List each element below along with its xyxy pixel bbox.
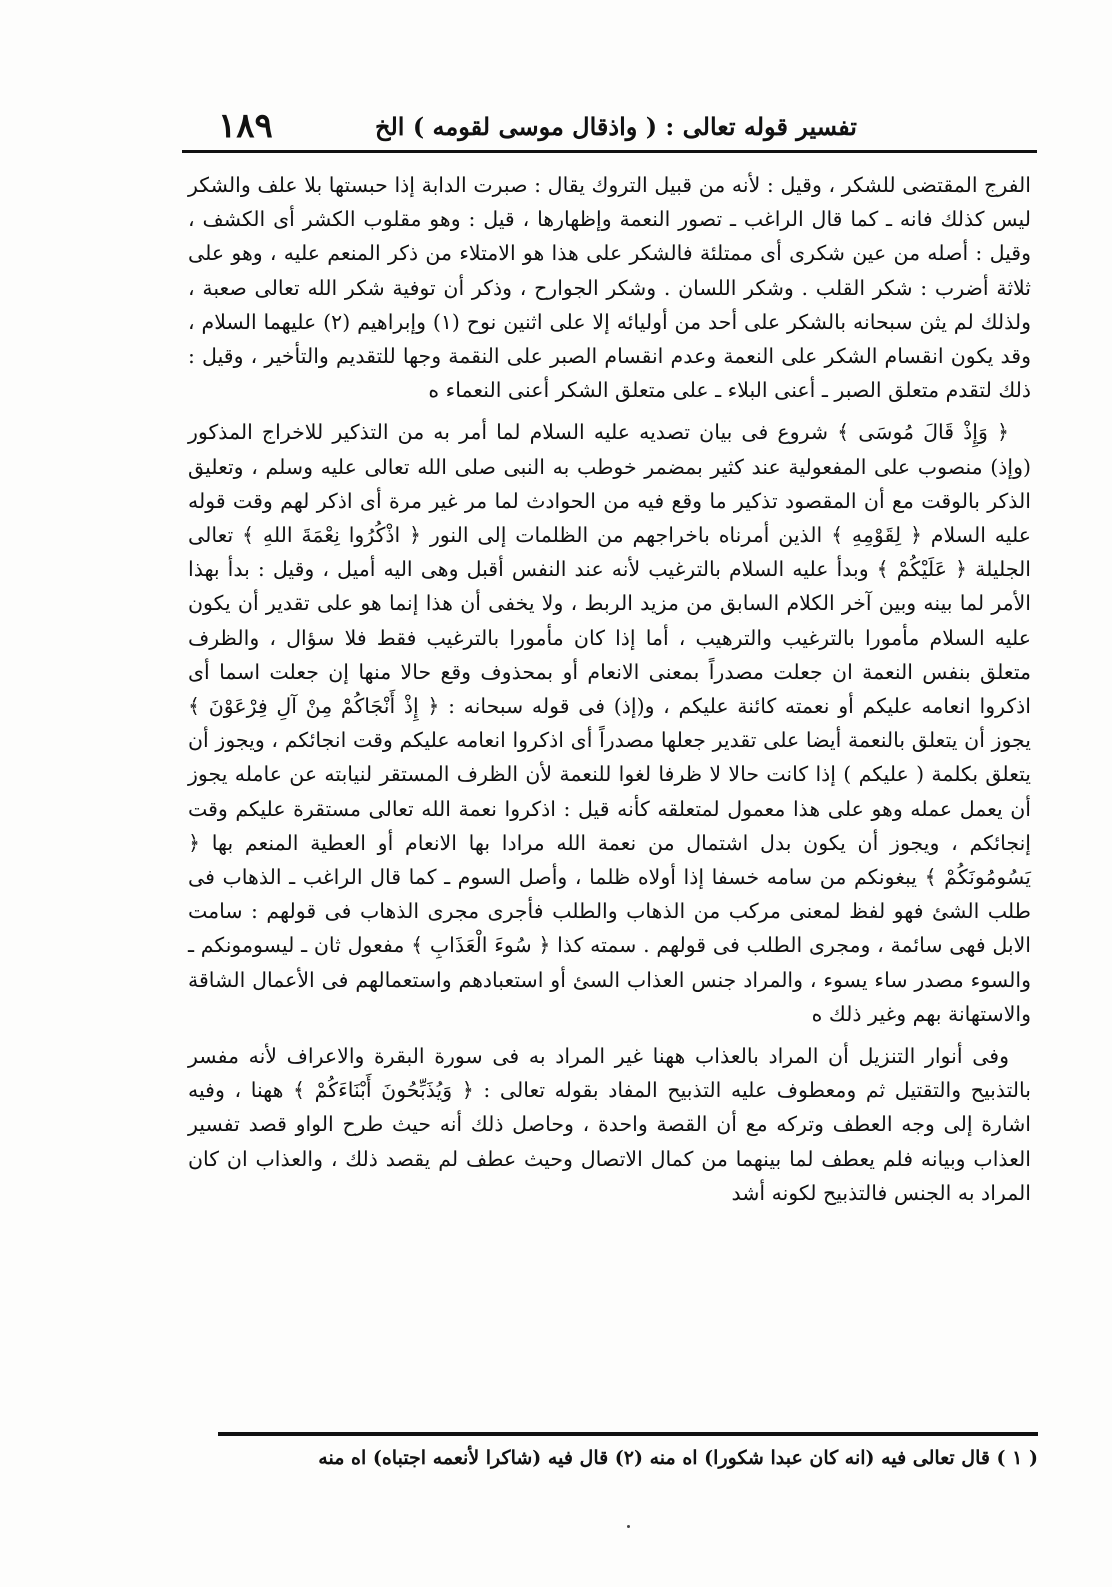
paragraph: الفرج المقتضى للشكر ، وقيل : لأنه من قبيل التروك يقال : صبرت الدابة إذا حبستها بلا علف والشكر ليس كذلك فانه ـ كما قال الراغب ـ تصور النعمة وإظهارها ، قيل : وهو مقلوب الكشر أى الكشف ، وقيل : أصله من عين شكرى أى ممتلئة فالشكر على هذا هو الامتلاء من ذكر المنعم عليه ، وهو على ثلاثة أضرب : شكر القلب . وشكر اللسان . وشكر الجوارح ، وذكر أن توفية شكر الله تعالى صعبة ، ولذلك لم يثن سبحانه بالشكر على أحد من أوليائه إلا على اثنين نوح (١) وإبراهيم (٢) عليهما السلام ، وقد يكون انقسام الشكر على النعمة وعدم انقسام الصبر على النقمة وجها للتقديم والتأخير ، وقيل : ذلك لتقدم متعلق الصبر ـ أعنى البلاء ـ على متعلق الشكر أعنى النعماء ه [188, 173, 1031, 403]
page-header [182, 100, 1037, 152]
header-rule [182, 150, 1037, 153]
paragraph: وفى أنوار التنزيل أن المراد بالعذاب ههنا غير المراد به فى سورة البقرة والاعراف لأنه مفسر بالتذبيح والتقتيل ثم ومعطوف عليه التذبيح المفاد بقوله تعالى : ﴿ وَيُذَبِّحُونَ أَبْنَاءَكُمْ ﴾ ههنا ، وفيه اشارة إلى وجه العطف وتركه مع أن القصة واحدة ، وحاصل ذلك أنه حيث طرح الواو قصد تفسير العذاب وبيانه فلم يعطف لما بينهما من كمال الاتصال وحيث عطف لم يقصد ذلك ، والعذاب ان كان المراد به الجنس فالتذبيح لكونه أشد [188, 1044, 1031, 1205]
paragraph: ﴿ وَإِذْ قَالَ مُوسَى ﴾ شروع فى بيان تصديه عليه السلام لما أمر به من التذكير للاخراج المذكور (وإذ) منصوب على المفعولية عند كثير بمضمر خوطب به النبى صلى الله تعالى عليه وسلم ، وتعليق الذكر بالوقت مع أن المقصود تذكير ما وقع فيه من الحوادث لما مر غير مرة أى اذكر لهم وقت قوله عليه السلام ﴿ لِقَوْمِهِ ﴾ الذين أمرناه باخراجهم من الظلمات إلى النور ﴿ اذْكُرُوا نِعْمَةَ اللهِ ﴾ تعالى الجليلة ﴿ عَلَيْكُمْ ﴾ وبدأ عليه السلام بالترغيب لأنه عند النفس أقبل وهى اليه أميل ، وقيل : بدأ بهذا الأمر لما بينه وبين آخر الكلام السابق من مزيد الربط ، ولا يخفى أن هذا إنما هو على تقدير أن يكون عليه السلام مأمورا بالترغيب والترهيب ، أما إذا كان مأمورا بالترغيب فقط فلا سؤال ، والظرف متعلق بنفس النعمة ان جعلت مصدراً بمعنى الانعام أو بمحذوف وقع حالا منها إن جعلت اسما أى اذكروا انعامه عليكم أو نعمته كائنة عليكم ، و(إذ) فى قوله سبحانه : ﴿ إِذْ أَنْجَاكُمْ مِنْ آلِ فِرْعَوْنَ ﴾ يجوز أن يتعلق بالنعمة أيضا على تقدير جعلها مصدراً أى اذكروا انعامه عليكم وقت انجائكم ، ويجوز أن يتعلق بكلمة ( عليكم ) إذا كانت حالا لا ظرفا لغوا للنعمة لأن الظرف المستقر لنيابته عن عامله يجوز أن يعمل عمله وهو على هذا معمول لمتعلقه كأنه قيل : اذكروا نعمة الله تعالى مستقرة عليكم وقت إنجائكم ، ويجوز أن يكون بدل اشتمال من نعمة الله مرادا بها الانعام أو العطية المنعم بها ﴿ يَسُومُونَكُمْ ﴾ يبغونكم من سامه خسفا إذا أولاه ظلما ، وأصل السوم ـ كما قال الراغب ـ الذهاب فى طلب الشئ فهو لفظ لمعنى مركب من الذهاب والطلب فأجرى مجرى الذهاب فى قولهم : سامت الابل فهى سائمة ، ومجرى الطلب فى قولهم . سمته كذا ﴿ سُوءَ الْعَذَابِ ﴾ مفعول ثان ـ ليسومونكم ـ والسوء مصدر ساء يسوء ، والمراد جنس العذاب السئ أو استعبادهم واستعمالهم فى الأعمال الشاقة والاستهانة بهم وغير ذلك ه [188, 420, 1031, 1026]
page-number: ١٨٩ [218, 106, 273, 146]
footnote: ( ١ ) قال تعالى فيه (انه كان عبدا شكورا) اه منه (٢) قال فيه (شاكرا لأنعمه اجتباه) اه منه [318, 1447, 1038, 1469]
main-text [188, 168, 1031, 1218]
page-speck [627, 1525, 630, 1528]
running-title: تفسير قوله تعالى : ( واذقال موسى لقومه ) الخ [374, 112, 857, 141]
footnote-rule [218, 1432, 1038, 1436]
